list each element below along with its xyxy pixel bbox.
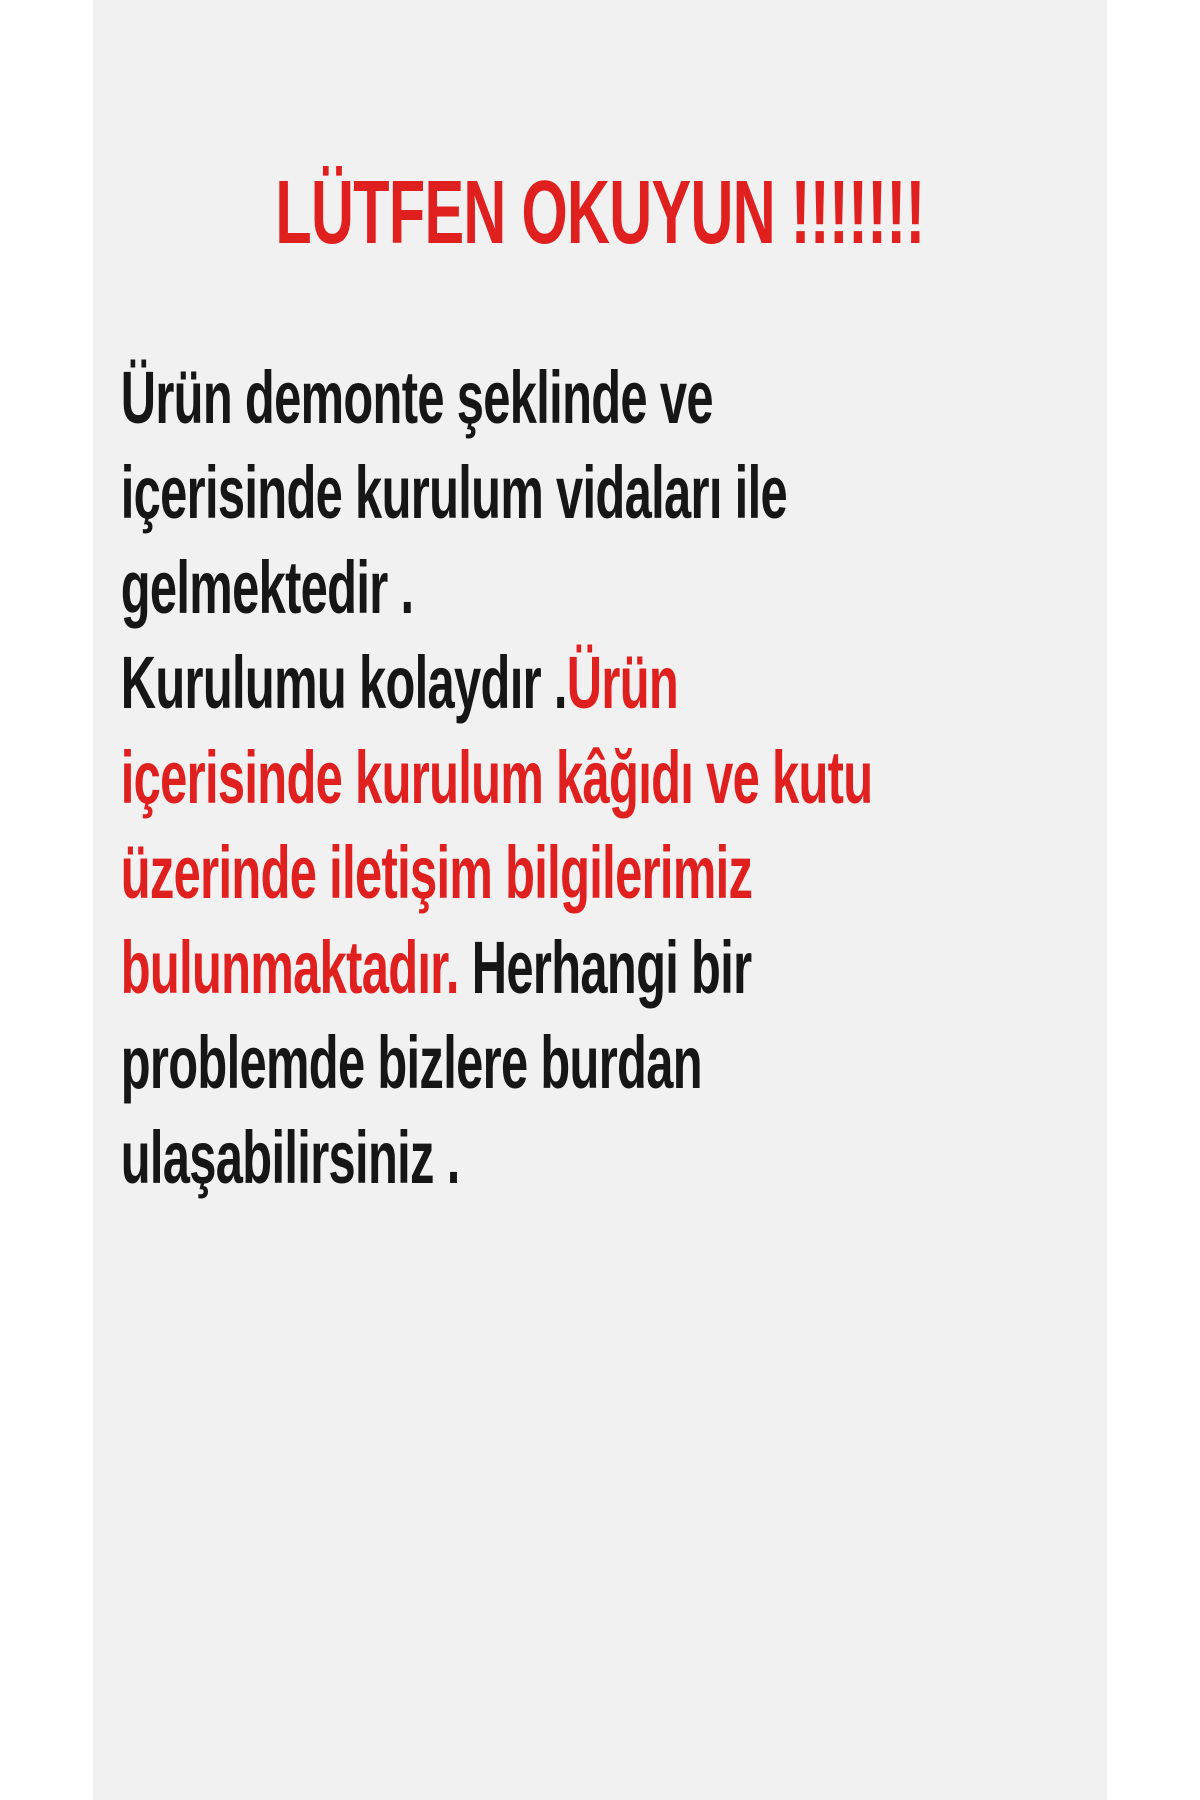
body-line-3-text: gelmektedir . [120, 546, 414, 629]
body-line-8 [121, 1015, 1111, 1110]
notice-body [93, 350, 1111, 1205]
body-line-5 [121, 730, 1111, 825]
body-line-6 [121, 825, 1111, 920]
body-line-5-text: içerisinde kurulum kâğıdı ve kutu [120, 736, 873, 819]
body-line-8-text: problemde bizlere burdan [120, 1021, 702, 1104]
body-line-2 [121, 445, 1111, 540]
body-line-6-text: üzerinde iletişim bilgilerimiz [120, 831, 753, 914]
body-line-7-text-red: bulunmaktadır. [120, 926, 459, 1009]
body-line-4-text-red: Ürün [566, 641, 679, 724]
body-line-3 [121, 540, 1111, 635]
product-notice-image [93, 0, 1107, 1800]
body-line-7 [121, 920, 1111, 1015]
body-line-4-text-black: Kurulumu kolaydır . [120, 641, 567, 724]
notice-heading: LÜTFEN OKUYUN !!!!!!! [275, 163, 925, 263]
body-line-7-text-black: Herhangi bir [458, 926, 752, 1009]
body-line-1-text: Ürün demonte şeklinde ve [120, 356, 713, 439]
body-line-9-text: ulaşabilirsiniz . [120, 1116, 460, 1199]
body-line-2-text: içerisinde kurulum vidaları ile [120, 451, 788, 534]
body-line-9 [121, 1110, 1111, 1205]
body-line-1 [121, 350, 1111, 445]
body-line-4 [121, 635, 1111, 730]
